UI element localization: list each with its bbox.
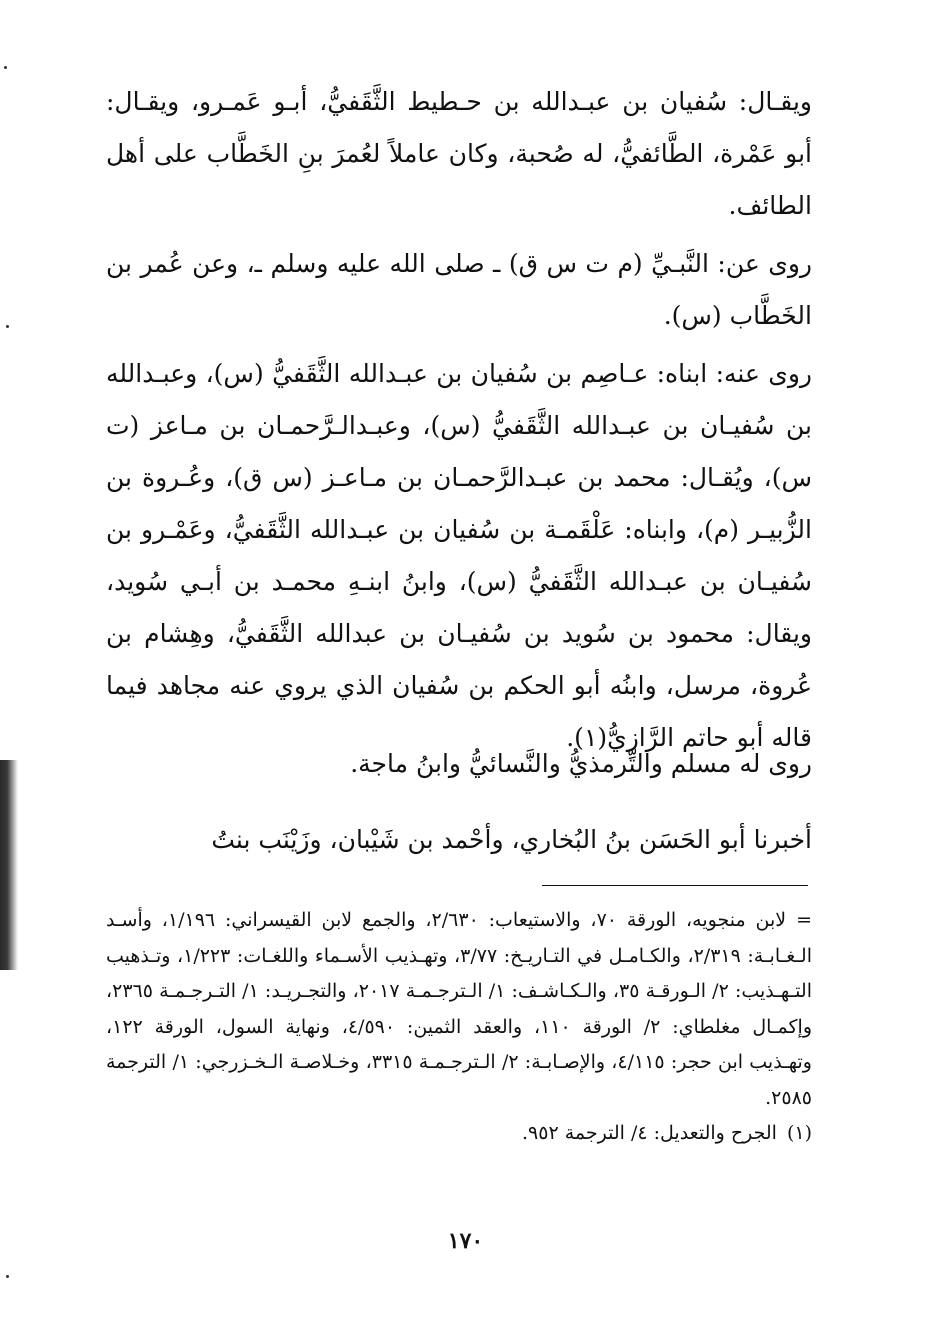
paragraph-narrated-from: روى عن: النَّبـيِّ (م ت س ق) ـ صلى الله عليه وسلم ـ، وعن عُمر بن الخَطَّاب (س). [106, 249, 812, 330]
paragraph-chain-start: أخبرنا أبو الحَسَن بنُ البُخاري، وأحْمد بن شَيْبان، وزَيْنَب بنتُ [211, 825, 812, 854]
footnote-1 [106, 1116, 812, 1152]
footnote-separator [542, 885, 808, 886]
scan-speck [4, 66, 7, 69]
footnote-1-text: الجرح والتعديل: ٤/ الترجمة ٩٥٢. [522, 1122, 777, 1144]
footnote-continued-text: لابن منجويه، الورقة ٧٠، والاستيعاب: ٢/٦٣٠، والجمع لابن القيسراني: ١/١٩٦، وأسـد الـغـابـة: ٢/٣١٩، والكـامـل في التـاريـخ: ٣/٧٧، وتهـذيب الأسـماء واللغـات: ١/٢٢٣، وتـذهيب التـهـذيب: ٢/ الـورقـة ٣٥، والـكـاشـف: ١/ الـترجـمـة ٢٠١٧، والتجـريـد: ١/ التـرجـمـة ٢٣٦٥، وإكمـال مغلطاي: ٢/ الورقة ١١٠، والعقد الثمين: ٤/٥٩٠، ونهاية السول، الورقة ١٢٢، وتهـذيب ابن حجر: ٤/١١٥، والإصـابـة: ٢/ الـترجـمـة ٣٣١٥، وخـلاصـة الـخـزرجي: ١/ الترجمة ٢٥٨٥. [106, 909, 812, 1109]
paragraph-transmitters: روى له مسلم والتِّرمذيُّ والنَّسائيُّ وابنُ ماجة. [350, 749, 812, 778]
footnotes-section [106, 903, 812, 1152]
page-number: ١٧٠ [447, 1228, 484, 1254]
scan-speck [6, 1275, 9, 1278]
footnote-1-marker: (١) [786, 1122, 812, 1144]
scan-edge-shadow [0, 760, 18, 970]
paragraph-biography: ويقـال: سُفيان بن عبـدالله بن حـطيط الثَّقَفيُّ، أبـو عَمـرو، ويقـال: أبو عَمْرة، الطَّائفيُّ، له صُحبة، وكان عاملاً لعُمرَ بنِ الخَطَّاب على أهل الطائف. [106, 87, 812, 220]
footnote-continued-marker: = [796, 909, 812, 931]
footnote-continued [106, 903, 812, 1116]
scan-speck [6, 325, 9, 328]
paragraph-narrated-by: روى عنه: ابناه: عـاصِم بن سُفيان بن عبـدالله الثَّقَفيُّ (س)، وعبـدالله بن سُفيـان بن عبـدالله الثَّقَفيُّ (س)، وعبـدالـرَّحمـان بن مـاعز (ت س)، ويُقـال: محمد بن عبـدالرَّحمـان بن مـاعـز (س ق)، وعُـروة بن الزُّبيـر (م)، وابناه: عَلْقَمـة بن سُفيان بن عبـدالله الثَّقَفيُّ، وعَمْـرو بن سُفيـان بن عبـدالله الثَّقَفيُّ (س)، وابنُ ابنـهِ محمـد بن أبـي سُويد، ويقال: محمود بن سُويد بن سُفيـان بن عبدالله الثَّقَفيُّ، وهِشام بن عُروة، مرسل، وابنُه أبو الحكم بن سُفيان الذي يروي عنه مجاهد فيما قاله أبو حاتم الرَّازيُّ(١). [106, 359, 812, 752]
